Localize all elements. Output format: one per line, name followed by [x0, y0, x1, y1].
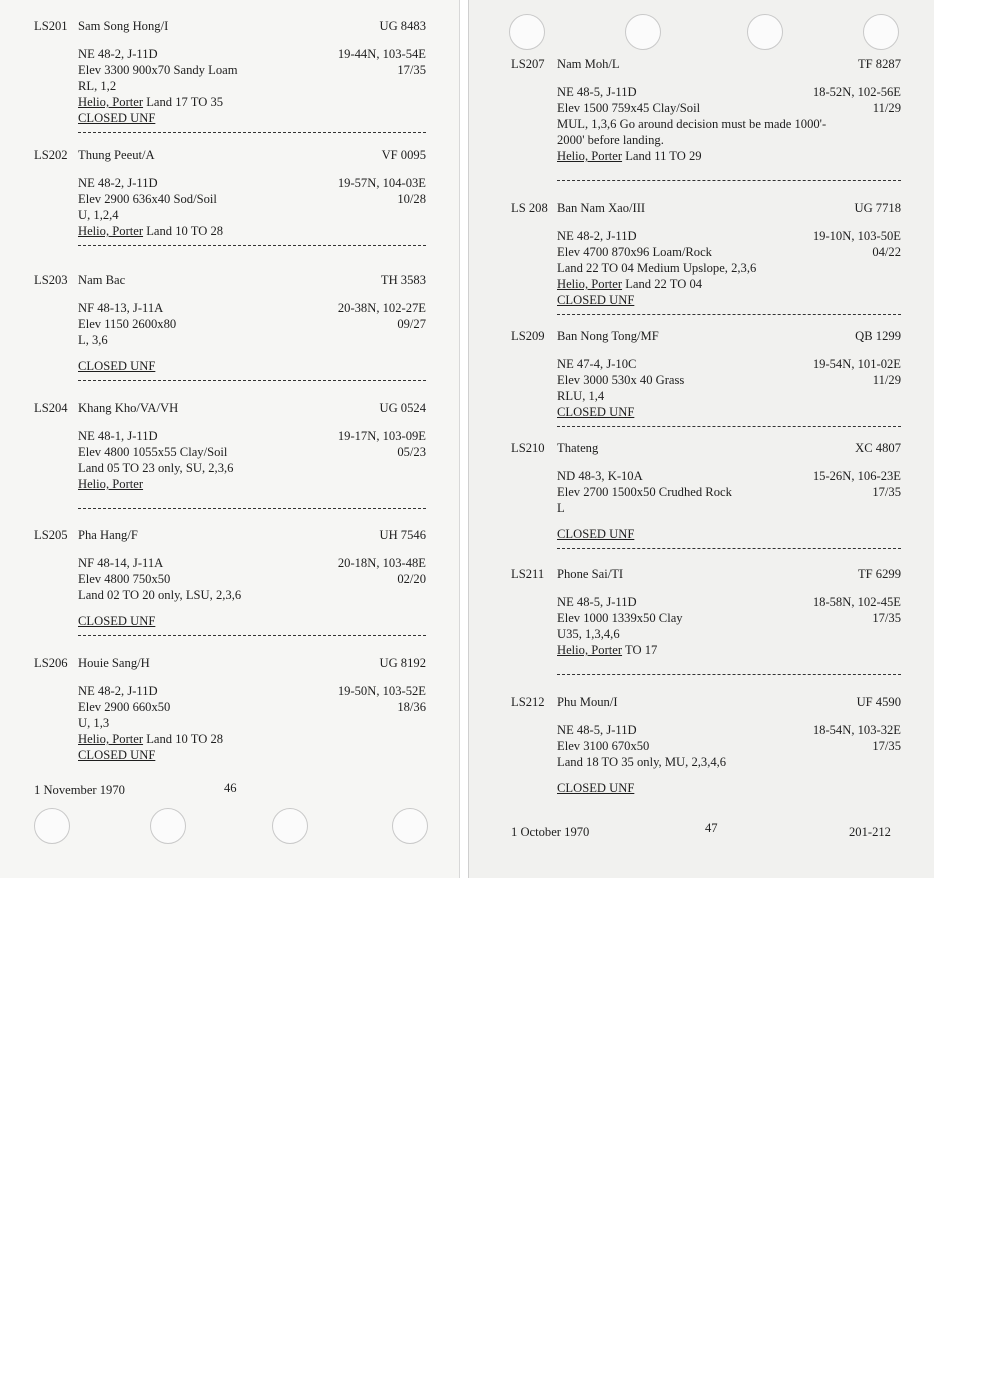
dashed-divider — [78, 126, 426, 140]
site-name: Khang Kho/VA/VH — [78, 401, 179, 415]
entry-header — [511, 328, 901, 348]
detail-line — [557, 132, 901, 148]
entry-header — [34, 147, 426, 167]
page-range: 201-212 — [849, 825, 891, 839]
detail-text: CLOSED UNF — [78, 111, 156, 125]
detail-text: RL, 1,2 — [78, 79, 117, 93]
detail-value: 20-18N, 103-48E — [337, 556, 426, 570]
entry-details — [557, 84, 901, 174]
detail-value: 20-38N, 102-27E — [337, 301, 426, 315]
detail-text: 2000' before landing. — [557, 133, 664, 147]
punch-hole — [747, 14, 783, 50]
detail-line — [557, 372, 901, 388]
detail-line — [557, 404, 901, 420]
punch-hole — [863, 14, 899, 50]
entry-header — [34, 18, 426, 38]
detail-text: NF 48-13, J-11A — [78, 301, 164, 315]
detail-line — [78, 683, 426, 699]
grid-reference: UF 4590 — [856, 695, 901, 709]
detail-text: NE 48-5, J-11D — [557, 595, 637, 609]
detail-text: CLOSED UNF — [78, 614, 156, 628]
detail-line — [557, 100, 901, 116]
detail-value: 19-10N, 103-50E — [812, 229, 901, 243]
site-name: Sam Song Hong/I — [78, 19, 169, 33]
entry-details — [78, 300, 426, 374]
detail-value: 10/28 — [397, 192, 426, 206]
detail-value: 05/23 — [397, 445, 426, 459]
spacer — [557, 516, 901, 526]
entry-details — [557, 468, 901, 542]
detail-text: Land 10 TO 28 — [146, 732, 224, 746]
detail-text: CLOSED UNF — [557, 527, 635, 541]
detail-value: 19-50N, 103-52E — [337, 684, 426, 698]
entry-header — [511, 56, 901, 76]
entry-header — [34, 272, 426, 292]
detail-line — [78, 699, 426, 715]
detail-text: NE 48-2, J-11D — [78, 176, 158, 190]
detail-text: CLOSED UNF — [78, 748, 156, 762]
dashed-divider — [557, 174, 901, 188]
aircraft-type: Helio, Porter — [78, 95, 144, 109]
detail-line — [557, 148, 901, 164]
detail-text: CLOSED UNF — [78, 359, 156, 373]
entry-details — [78, 428, 426, 502]
detail-line — [557, 484, 901, 500]
detail-line — [78, 428, 426, 444]
site-code: LS201 — [34, 19, 68, 33]
runway-entry — [34, 18, 426, 140]
detail-value: 19-44N, 103-54E — [337, 47, 426, 61]
detail-line — [557, 244, 901, 260]
detail-text: NE 48-5, J-11D — [557, 723, 637, 737]
grid-reference: TH 3583 — [380, 273, 426, 287]
detail-text: Elev 3000 530x 40 Grass — [557, 373, 685, 387]
detail-text: CLOSED UNF — [557, 293, 635, 307]
detail-value: 17/35 — [872, 739, 901, 753]
detail-line — [557, 84, 901, 100]
detail-text: U35, 1,3,4,6 — [557, 627, 620, 641]
entry-header — [511, 200, 901, 220]
detail-text: Elev 2700 1500x50 Crudhed Rock — [557, 485, 732, 499]
site-name: Houie Sang/H — [78, 656, 150, 670]
grid-reference: TF 8287 — [857, 57, 901, 71]
detail-text: U, 1,2,4 — [78, 208, 119, 222]
site-name: Ban Nong Tong/MF — [557, 329, 659, 343]
detail-value: 11/29 — [872, 101, 901, 115]
detail-line — [78, 223, 426, 239]
punch-hole — [392, 808, 428, 844]
detail-text: Land 17 TO 35 — [146, 95, 224, 109]
detail-value: 17/35 — [872, 485, 901, 499]
detail-text: NE 48-5, J-11D — [557, 85, 637, 99]
runway-entry — [34, 655, 426, 763]
detail-text: Elev 1150 2600x80 — [78, 317, 177, 331]
spacer — [78, 603, 426, 613]
detail-text: Elev 3300 900x70 Sandy Loam — [78, 63, 238, 77]
detail-text: Elev 4800 750x50 — [78, 572, 171, 586]
detail-line — [557, 626, 901, 642]
detail-value: 11/29 — [872, 373, 901, 387]
detail-value: 19-54N, 101-02E — [812, 357, 901, 371]
grid-reference: UG 7718 — [854, 201, 901, 215]
runway-entry — [34, 272, 426, 388]
site-name: Thung Peeut/A — [78, 148, 155, 162]
detail-text: NE 48-1, J-11D — [78, 429, 158, 443]
dashed-divider — [557, 668, 901, 682]
detail-line — [78, 94, 426, 110]
site-code: LS212 — [511, 695, 545, 709]
runway-entry — [511, 328, 901, 434]
grid-reference: UG 0524 — [379, 401, 426, 415]
detail-line — [557, 292, 901, 308]
detail-line — [78, 62, 426, 78]
grid-reference: UG 8483 — [379, 19, 426, 33]
dashed-divider — [78, 239, 426, 253]
detail-text: Land 10 TO 28 — [146, 224, 224, 238]
detail-text: NE 48-2, J-11D — [78, 47, 158, 61]
site-code: LS 208 — [511, 201, 548, 215]
entry-header — [511, 566, 901, 586]
site-name: Nam Moh/L — [557, 57, 620, 71]
detail-text: Elev 4700 870x96 Loam/Rock — [557, 245, 712, 259]
detail-text: Land 11 TO 29 — [625, 149, 702, 163]
detail-text: NF 48-14, J-11A — [78, 556, 164, 570]
detail-line — [78, 587, 426, 603]
detail-text: ND 48-3, K-10A — [557, 469, 643, 483]
entry-details — [557, 594, 901, 668]
detail-line — [78, 571, 426, 587]
grid-reference: QB 1299 — [855, 329, 901, 343]
punch-hole — [150, 808, 186, 844]
entry-header — [511, 440, 901, 460]
detail-value: 17/35 — [872, 611, 901, 625]
site-code: LS210 — [511, 441, 545, 455]
detail-text: TO 17 — [624, 643, 658, 657]
left-page — [0, 0, 460, 878]
detail-value: 19-17N, 103-09E — [337, 429, 426, 443]
spacer — [557, 770, 901, 780]
detail-text: Land 22 TO 04 Medium Upslope, 2,3,6 — [557, 261, 757, 275]
entry-details — [557, 722, 901, 796]
detail-value: 18-58N, 102-45E — [812, 595, 901, 609]
detail-value: 18/36 — [397, 700, 426, 714]
runway-entry — [511, 440, 901, 556]
detail-value: 18-52N, 102-56E — [812, 85, 901, 99]
site-name: Nam Bac — [78, 273, 126, 287]
runway-entry — [511, 566, 901, 682]
detail-line — [78, 175, 426, 191]
detail-line — [557, 388, 901, 404]
detail-text: RLU, 1,4 — [557, 389, 605, 403]
detail-line — [557, 356, 901, 372]
detail-line — [78, 358, 426, 374]
detail-line — [557, 610, 901, 626]
runway-entry — [511, 56, 901, 188]
grid-reference: TF 6299 — [857, 567, 901, 581]
entry-details — [78, 683, 426, 763]
dashed-divider — [557, 308, 901, 322]
page-number: 47 — [705, 821, 718, 835]
site-code: LS209 — [511, 329, 545, 343]
grid-reference: UH 7546 — [379, 528, 426, 542]
detail-line — [557, 468, 901, 484]
punch-hole — [509, 14, 545, 50]
detail-text: U, 1,3 — [78, 716, 110, 730]
site-code: LS206 — [34, 656, 68, 670]
dashed-divider — [78, 374, 426, 388]
detail-line — [78, 332, 426, 348]
punch-hole — [272, 808, 308, 844]
detail-line — [557, 754, 901, 770]
site-name: Phone Sai/TI — [557, 567, 624, 581]
entry-details — [557, 228, 901, 308]
aircraft-type: Helio, Porter — [78, 224, 144, 238]
site-code: LS211 — [511, 567, 545, 581]
detail-line — [557, 228, 901, 244]
detail-text: Helio, Porter — [78, 477, 144, 491]
detail-line — [557, 500, 901, 516]
detail-line — [78, 476, 426, 492]
detail-line — [78, 300, 426, 316]
site-name: Thateng — [557, 441, 599, 455]
detail-line — [78, 191, 426, 207]
detail-text: L, 3,6 — [78, 333, 108, 347]
detail-text: CLOSED UNF — [557, 781, 635, 795]
detail-text: L — [557, 501, 565, 515]
aircraft-type: Helio, Porter — [557, 643, 623, 657]
site-code: LS203 — [34, 273, 68, 287]
aircraft-type: Helio, Porter — [557, 277, 623, 291]
entry-details — [78, 175, 426, 239]
detail-line — [557, 260, 901, 276]
entry-header — [34, 655, 426, 675]
detail-line — [557, 738, 901, 754]
detail-line — [78, 110, 426, 126]
spacer — [557, 658, 901, 668]
site-code: LS207 — [511, 57, 545, 71]
runway-entry — [511, 200, 901, 322]
punch-hole — [625, 14, 661, 50]
detail-value: 15-26N, 106-23E — [812, 469, 901, 483]
site-code: LS202 — [34, 148, 68, 162]
detail-text: NE 48-2, J-11D — [557, 229, 637, 243]
runway-entry — [34, 147, 426, 253]
detail-line — [557, 276, 901, 292]
footer-date: 1 October 1970 — [511, 825, 590, 839]
detail-text: Elev 1500 759x45 Clay/Soil — [557, 101, 701, 115]
detail-line — [78, 555, 426, 571]
grid-reference: VF 0095 — [381, 148, 426, 162]
entry-header — [511, 694, 901, 714]
entry-details — [78, 46, 426, 126]
runway-entry — [34, 527, 426, 643]
detail-line — [557, 642, 901, 658]
detail-line — [78, 46, 426, 62]
detail-line — [78, 207, 426, 223]
detail-value: 09/27 — [397, 317, 426, 331]
detail-text: Elev 1000 1339x50 Clay — [557, 611, 683, 625]
detail-line — [557, 526, 901, 542]
entry-details — [557, 356, 901, 420]
detail-text: MUL, 1,3,6 Go around decision must be made 1000'- — [557, 117, 827, 131]
detail-line — [78, 715, 426, 731]
detail-text: Land 22 TO 04 — [625, 277, 703, 291]
dashed-divider — [557, 420, 901, 434]
detail-text: Land 05 TO 23 only, SU, 2,3,6 — [78, 461, 234, 475]
aircraft-type: Helio, Porter — [557, 149, 623, 163]
detail-text: Elev 2900 660x50 — [78, 700, 171, 714]
site-code: LS205 — [34, 528, 68, 542]
page-number: 46 — [224, 781, 237, 795]
grid-reference: UG 8192 — [379, 656, 426, 670]
detail-value: 18-54N, 103-32E — [812, 723, 901, 737]
detail-value: 17/35 — [397, 63, 426, 77]
detail-line — [78, 613, 426, 629]
entry-details — [78, 555, 426, 629]
site-name: Pha Hang/F — [78, 528, 138, 542]
runway-entry — [34, 400, 426, 516]
detail-line — [557, 116, 901, 132]
detail-text: CLOSED UNF — [557, 405, 635, 419]
detail-line — [557, 780, 901, 796]
right-page — [468, 0, 934, 878]
grid-reference: XC 4807 — [855, 441, 901, 455]
detail-line — [557, 722, 901, 738]
detail-text: Elev 2900 636x40 Sod/Soil — [78, 192, 217, 206]
aircraft-type: Helio, Porter — [78, 732, 144, 746]
site-code: LS204 — [34, 401, 68, 415]
detail-value: 19-57N, 104-03E — [337, 176, 426, 190]
dashed-divider — [78, 502, 426, 516]
entry-header — [34, 400, 426, 420]
detail-line — [78, 444, 426, 460]
spacer — [557, 164, 901, 174]
site-name: Ban Nam Xao/III — [557, 201, 646, 215]
dashed-divider — [557, 542, 901, 556]
detail-line — [78, 747, 426, 763]
detail-text: Elev 4800 1055x55 Clay/Soil — [78, 445, 228, 459]
entry-header — [34, 527, 426, 547]
site-name: Phu Moun/I — [557, 695, 618, 709]
detail-value: 02/20 — [397, 572, 426, 586]
detail-text: NE 47-4, J-10C — [557, 357, 637, 371]
runway-entry — [511, 694, 901, 796]
detail-line — [557, 594, 901, 610]
detail-line — [78, 731, 426, 747]
detail-line — [78, 316, 426, 332]
detail-text: Land 18 TO 35 only, MU, 2,3,4,6 — [557, 755, 727, 769]
spacer — [78, 492, 426, 502]
dashed-divider — [78, 629, 426, 643]
detail-text: Land 02 TO 20 only, LSU, 2,3,6 — [78, 588, 242, 602]
detail-text: NE 48-2, J-11D — [78, 684, 158, 698]
spacer — [78, 348, 426, 358]
detail-line — [78, 460, 426, 476]
detail-line — [78, 78, 426, 94]
footer-date: 1 November 1970 — [34, 783, 125, 797]
punch-hole — [34, 808, 70, 844]
detail-text: Elev 3100 670x50 — [557, 739, 650, 753]
detail-value: 04/22 — [872, 245, 901, 259]
